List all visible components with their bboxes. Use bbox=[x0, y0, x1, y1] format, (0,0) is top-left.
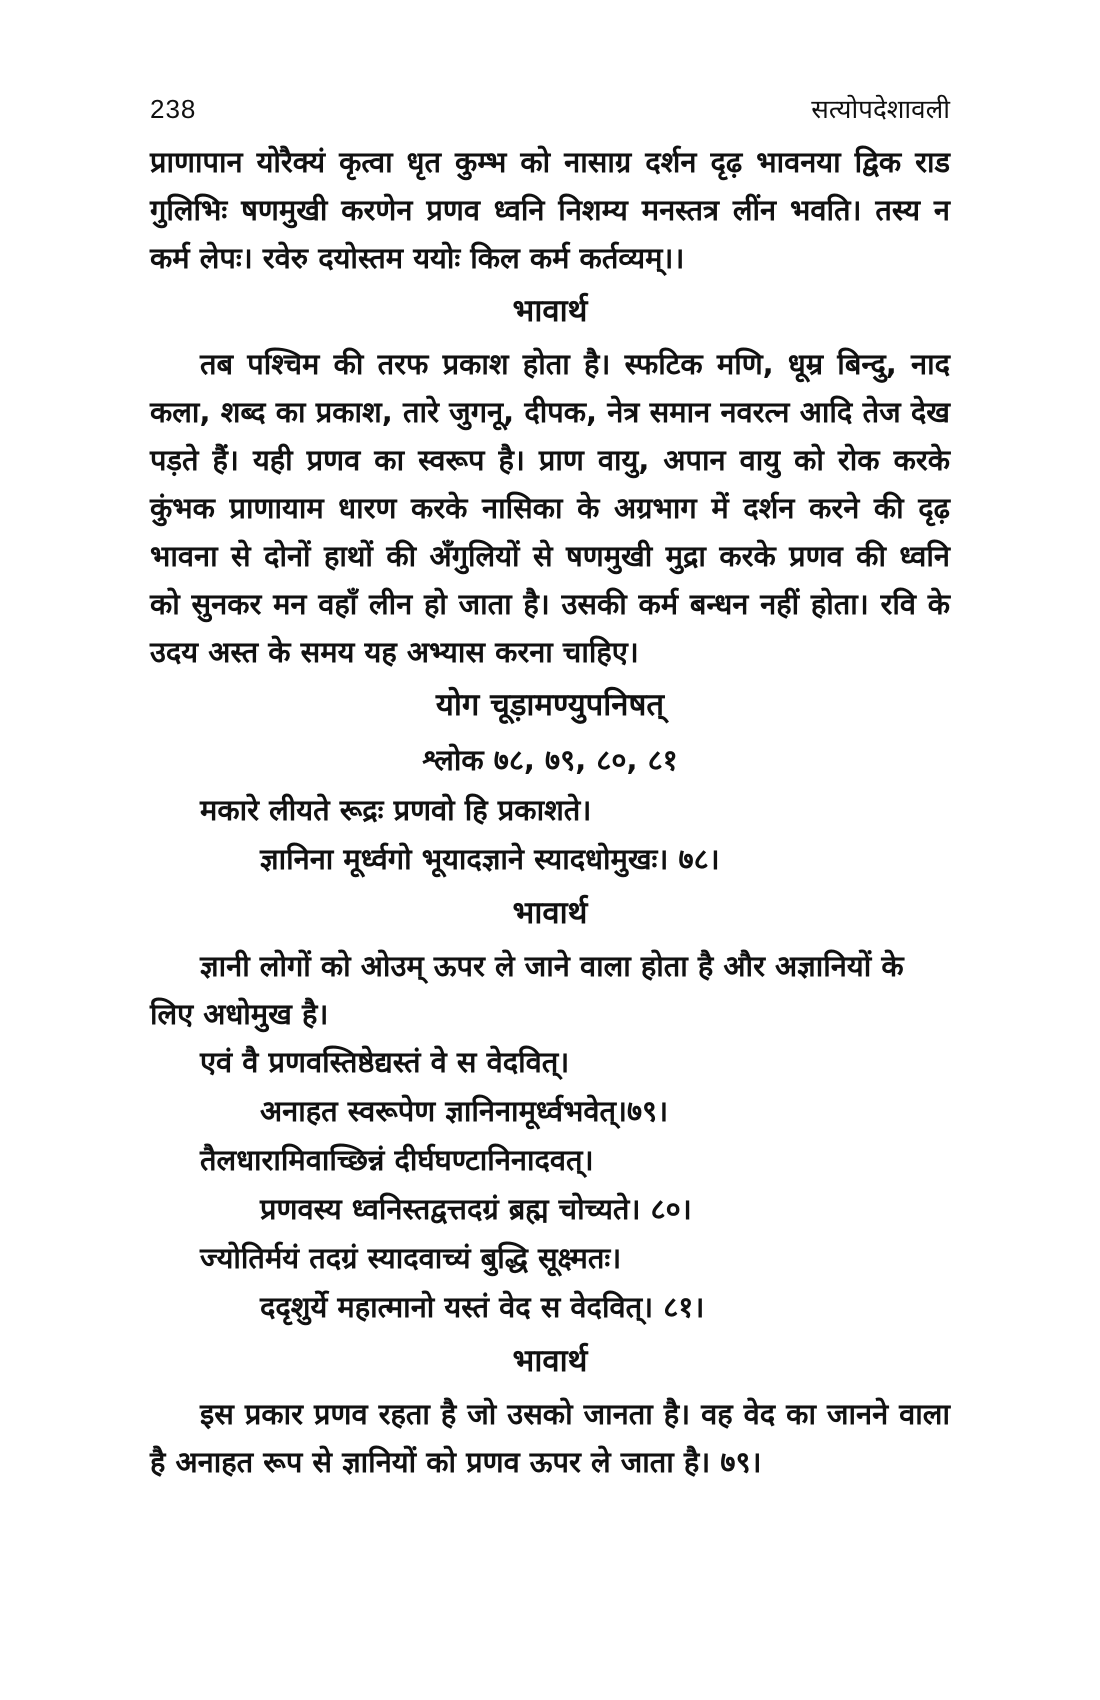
verse-78-line-2: ज्ञानिना मूर्ध्वगो भूयादज्ञाने स्यादधोमुखः। ७८। bbox=[260, 842, 720, 876]
bhavarth-heading-2: भावार्थ bbox=[512, 895, 588, 931]
verse-80-line-1: तैलधारामिवाच्छिन्नं दीर्घघण्टानिनादवत्। bbox=[200, 1143, 594, 1177]
verse-79-line-2: अनाहत स्वरूपेण ज्ञानिनामूर्ध्वभवेत्।७९। bbox=[260, 1094, 669, 1128]
bhavarth-paragraph-2: ज्ञानी लोगों को ओउम् ऊपर ले जाने वाला होता है और अज्ञानियों के लिए अधोमुख है। bbox=[150, 949, 904, 1031]
verse-80-line-2: प्रणवस्य ध्वनिस्तद्वत्तदग्रं ब्रह्म चोच्यते। ८०। bbox=[260, 1192, 692, 1226]
page-number: 238 bbox=[150, 94, 197, 124]
bhavarth-heading-1: भावार्थ bbox=[512, 293, 588, 329]
bhavarth-paragraph-3: इस प्रकार प्रणव रहता है जो उसको जानता है। वह वेद का जानने वाला है अनाहत रूप से ज्ञानियों को प्रणव ऊपर ले जाता है। ७९। bbox=[150, 1397, 950, 1479]
bhavarth-paragraph-1: तब पश्चिम की तरफ प्रकाश होता है। स्फटिक मणि, धूम्र बिन्दु, नाद कला, शब्द का प्रकाश, तारे जुगनू, दीपक, नेत्र समान नवरत्न आदि तेज देख पड़ते हैं। यही प्रणव का स्वरूप है। प्राण वायु, अपान वायु को रोक करके कुंभक प्राणायाम धारण करके नासिका के अग्रभाग में दर्शन करने की दृढ़ भावना से दोनों हाथों की अँगुलियों से षणमुखी मुद्रा करके प्रणव की ध्वनि को सुनकर मन वहाँ लीन हो जाता है। उसकी कर्म बन्धन नहीं होता। रवि के उदय अस्त के समय यह अभ्यास करना चाहिए। bbox=[150, 347, 950, 669]
page-header bbox=[150, 90, 950, 138]
shloka-heading: श्लोक ७८, ७९, ८०, ८१ bbox=[422, 743, 678, 777]
book-page bbox=[150, 90, 950, 1486]
section-title: योग चूड़ामण्युपनिषत् bbox=[435, 687, 665, 723]
running-title: सत्योपदेशावली bbox=[811, 95, 950, 125]
verse-81-line-1: ज्योतिर्मयं तदग्रं स्यादवाच्यं बुद्धि सूक्ष्मतः। bbox=[200, 1241, 622, 1275]
verse-78-line-1: मकारे लीयते रूद्रः प्रणवो हि प्रकाशते। bbox=[200, 793, 592, 827]
bhavarth-heading-3: भावार्थ bbox=[512, 1343, 588, 1379]
verse-79-line-1: एवं वै प्रणवस्तिष्ठेद्यस्तं वे स वेदवित्। bbox=[200, 1045, 570, 1079]
sanskrit-intro-paragraph: प्राणापान योरैक्यं कृत्वा धृत कुम्भ को नासाग्र दर्शन दृढ़ भावनया द्विक राड गुलिभिः षणमुखी करणेन प्रणव ध्वनि निशम्य मनस्तत्र लींन भवति। तस्य न कर्म लेपः। रवेरु दयोस्तम ययोः किल कर्म कर्तव्यम्।। bbox=[150, 145, 950, 275]
verse-81-line-2: ददृशुर्ये महात्मानो यस्तं वेद स वेदवित्। ८१। bbox=[260, 1290, 705, 1324]
